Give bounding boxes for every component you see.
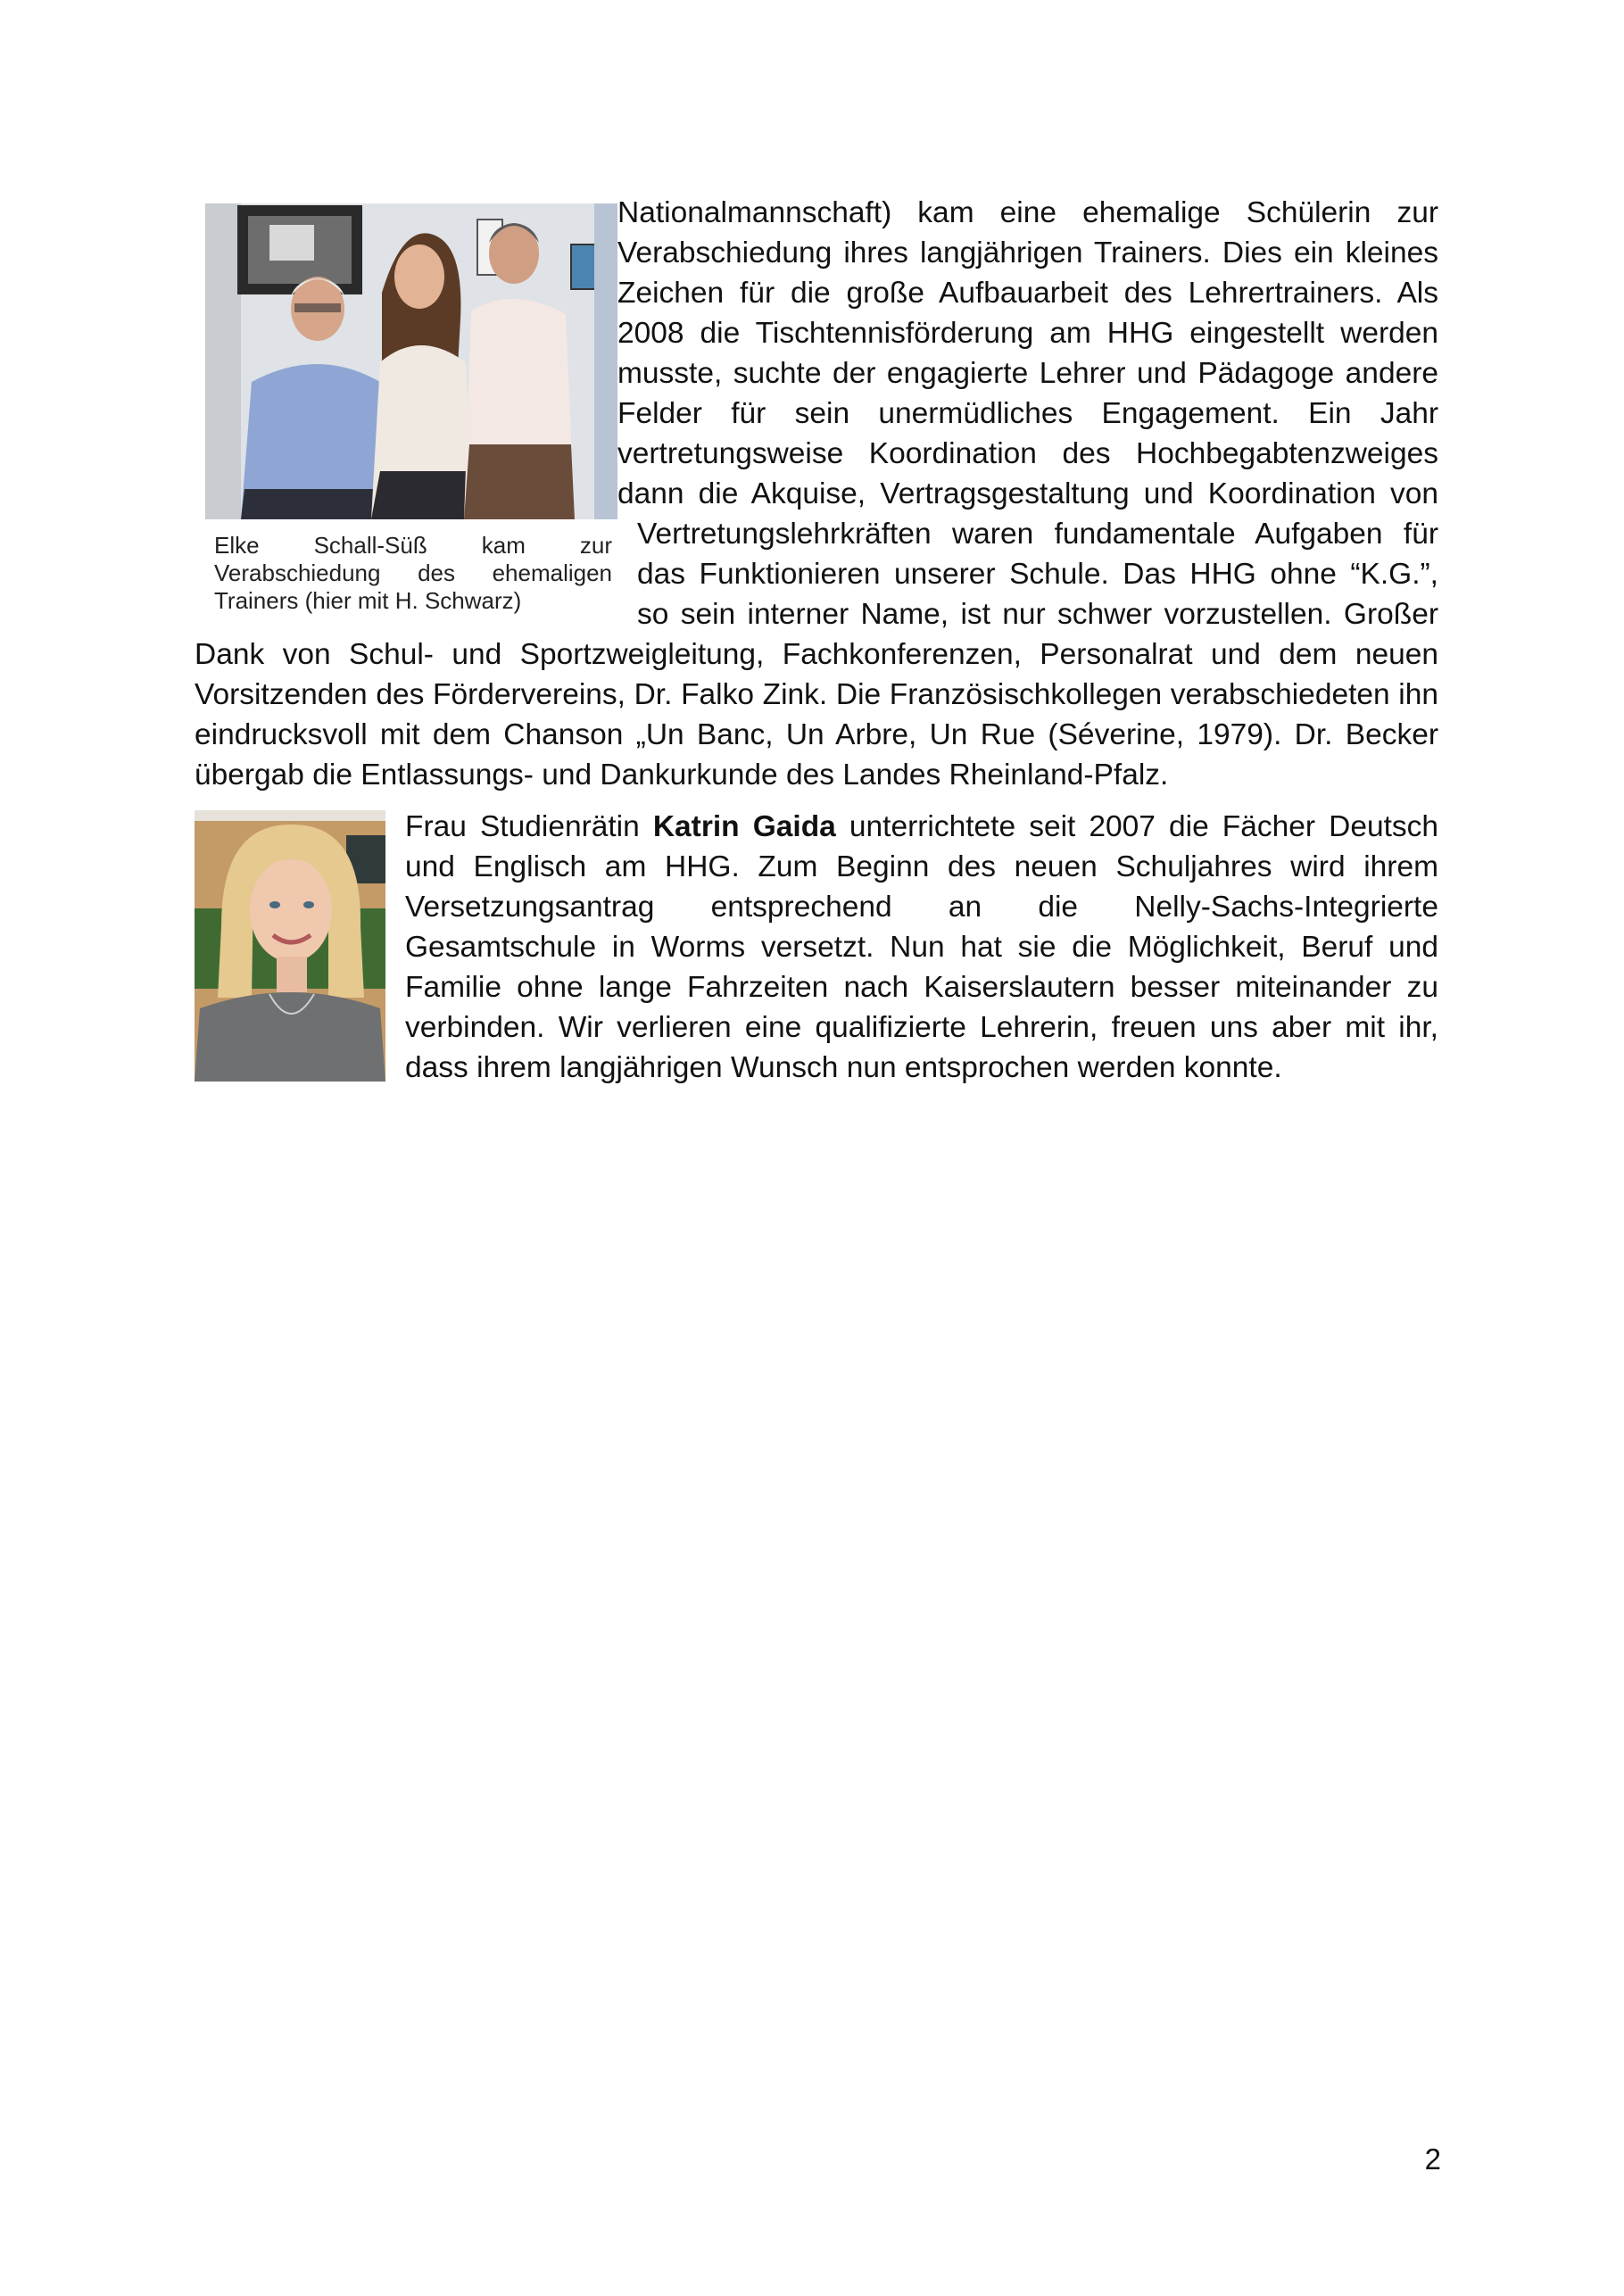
portrait-photo <box>195 810 385 1082</box>
group-photo <box>205 203 617 519</box>
paragraph-transfer: unterrichtete seit 2007 die Fächer Deutsch und Englisch am HHG. Zum Beginn des neuen Schuljahres wird ihrem Versetzungsantrag entsprechend an die Nelly-Sachs-Integrierte Gesamtschule in Worms versetzt. Nun hat sie die Möglichkeit, Beruf und Familie ohne lange Fahrzeiten nach Kaiserslautern besser miteinander zu verbinden. Wir verlieren eine qualifizierte Lehrerin, freuen uns aber mit ihr, dass ihrem langjährigen Wunsch nun entsprochen werden konnte. <box>405 810 1439 1084</box>
paragraph-transfer-intro: Frau Studienrätin <box>405 810 640 843</box>
paragraph-farewell: Nationalmannschaft) kam eine ehemalige Schülerin zur Verabschiedung ihres langjährigen Trainers. Dies ein kleines Zeichen für die große Aufbauarbeit des Lehrertrainers. Als 2008 die Tischtennisförderung am HHG eingestellt werden musste, suchte der engagierte Lehrer und Pädagoge andere Felder für sein unermüdliches Engagement. Ein Jahr vertretungsweise Koordination des Hochbegabtenzweiges dann die Akquise, Vertragsgestaltung und Koordination von Vertretungslehrkräften waren fundamentale Aufgaben für das Funktionieren unserer Schule. Das HHG ohne “K.G.”, so sein interner Name, ist nur schwer vorzustellen. Großer Dank von Schul- und Sportzweigleitung, Fachkonferenzen, Personalrat und dem neuen Vorsitzenden des Fördervereins, Dr. Falko Zink. Die Französischkollegen verabschiedeten ihn eindrucksvoll mit dem Chanson „Un Banc, Un Arbre, Un Rue (Séverine, 1979). Dr. Becker übergab die Entlassungs- und Dankurkunde des Landes Rheinland-Pfalz. <box>195 196 1438 792</box>
page-number: 2 <box>1424 2143 1441 2176</box>
group-photo-caption: Elke Schall-Süß kam zur Verabschiedung des ehemaligen Trainers (hier mit H. Schwarz) <box>214 532 612 614</box>
article-block-farewell <box>195 193 1438 795</box>
teacher-name: Katrin Gaida <box>652 810 836 843</box>
article-block-transfer <box>195 807 1438 1088</box>
